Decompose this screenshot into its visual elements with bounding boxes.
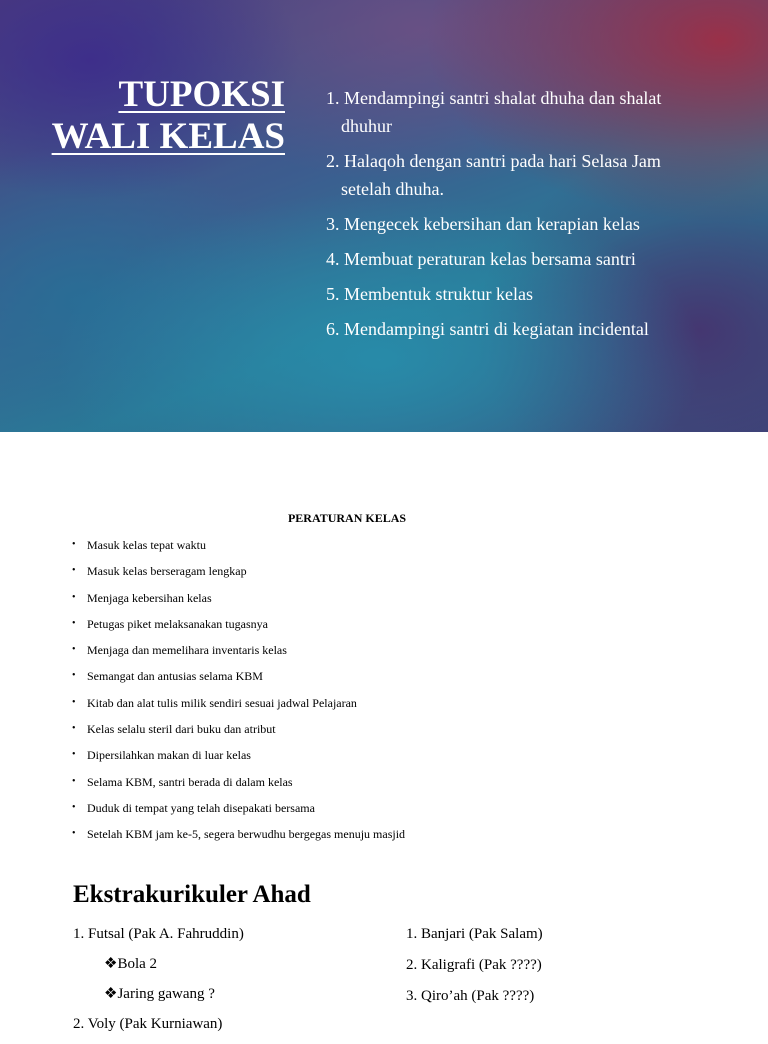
rule-text: Kelas selalu steril dari buku dan atribut <box>87 722 276 737</box>
rule-item <box>70 772 670 798</box>
duty-item: 5. Membentuk struktur kelas <box>326 284 533 304</box>
activity-item: 3. Qiro’ah (Pak ????) <box>406 988 535 1004</box>
duty-item: 1. Mendampingi santri shalat dhuha dan shalat dhuhur <box>326 88 662 136</box>
activity-item: 2. Voly (Pak Kurniawan) <box>73 1016 223 1032</box>
activity-item: 2. Kaligrafi (Pak ????) <box>406 957 542 973</box>
rule-text: Setelah KBM jam ke-5, segera berwudhu bergegas menuju masjid <box>87 827 406 842</box>
bullet-icon: • <box>72 775 76 787</box>
bullet-icon: • <box>72 801 76 813</box>
rules-list <box>70 535 670 851</box>
slide-title <box>52 74 285 158</box>
rule-item <box>70 588 670 614</box>
bullet-icon: • <box>72 539 76 550</box>
bullet-icon: • <box>72 644 76 656</box>
rule-text: Kitab dan alat tulis milik sendiri sesuai jadwal Pelajaran <box>87 695 357 710</box>
rule-text: Duduk di tempat yang telah disepakati bersama <box>87 800 315 815</box>
rule-item <box>70 666 670 692</box>
bullet-icon: • <box>72 565 76 577</box>
rule-item <box>70 745 670 771</box>
rule-item <box>70 719 670 745</box>
extracurricular-left-column <box>73 924 244 1044</box>
duty-item: 3. Mengecek kebersihan dan kerapian kelas <box>326 214 640 234</box>
rule-item <box>70 798 670 824</box>
rule-text: Dipersilahkan makan di luar kelas <box>87 748 251 763</box>
rule-item <box>70 535 670 561</box>
title-line-2: WALI KELAS <box>51 116 285 157</box>
rule-text: Menjaga kebersihan kelas <box>87 590 212 605</box>
extracurricular-title: Ekstrakurikuler Ahad <box>73 881 311 908</box>
activity-item: 1. Futsal (Pak A. Fahruddin) <box>73 926 244 942</box>
rule-text: Petugas piket melaksanakan tugasnya <box>87 616 268 631</box>
rules-title: PERATURAN KELAS <box>287 511 407 525</box>
bullet-icon: • <box>72 617 76 629</box>
rule-item <box>70 693 670 719</box>
bullet-icon: • <box>72 670 76 682</box>
duty-item: 6. Mendampingi santri di kegiatan incidental <box>326 319 649 339</box>
rule-item <box>70 614 670 640</box>
rule-text: Menjaga dan memelihara inventaris kelas <box>87 643 287 658</box>
equipment-item: ❖Jaring gawang ? <box>104 986 215 1002</box>
bullet-icon: • <box>72 828 76 840</box>
bullet-icon: • <box>72 723 76 735</box>
extracurricular-right-column <box>406 924 706 1017</box>
title-line-1: TUPOKSI <box>118 74 285 115</box>
slide-tupoksi <box>0 0 768 432</box>
rule-text: Semangat dan antusias selama KBM <box>87 669 263 684</box>
rule-item <box>70 824 670 850</box>
rule-item <box>70 640 670 666</box>
bullet-icon: • <box>72 749 76 761</box>
duty-item: 4. Membuat peraturan kelas bersama santri <box>326 249 636 269</box>
duty-list <box>326 84 704 350</box>
bullet-icon: • <box>72 591 76 603</box>
activity-item: 1. Banjari (Pak Salam) <box>406 926 543 942</box>
rule-item <box>70 561 670 587</box>
bullet-icon: • <box>72 696 76 708</box>
equipment-item: ❖Bola 2 <box>104 956 158 972</box>
rule-text: Masuk kelas berseragam lengkap <box>87 564 247 579</box>
rule-text: Masuk kelas tepat waktu <box>87 538 206 552</box>
duty-item: 2. Halaqoh dengan santri pada hari Selasa Jam setelah dhuha. <box>326 151 661 199</box>
rule-text: Selama KBM, santri berada di dalam kelas <box>87 774 293 789</box>
